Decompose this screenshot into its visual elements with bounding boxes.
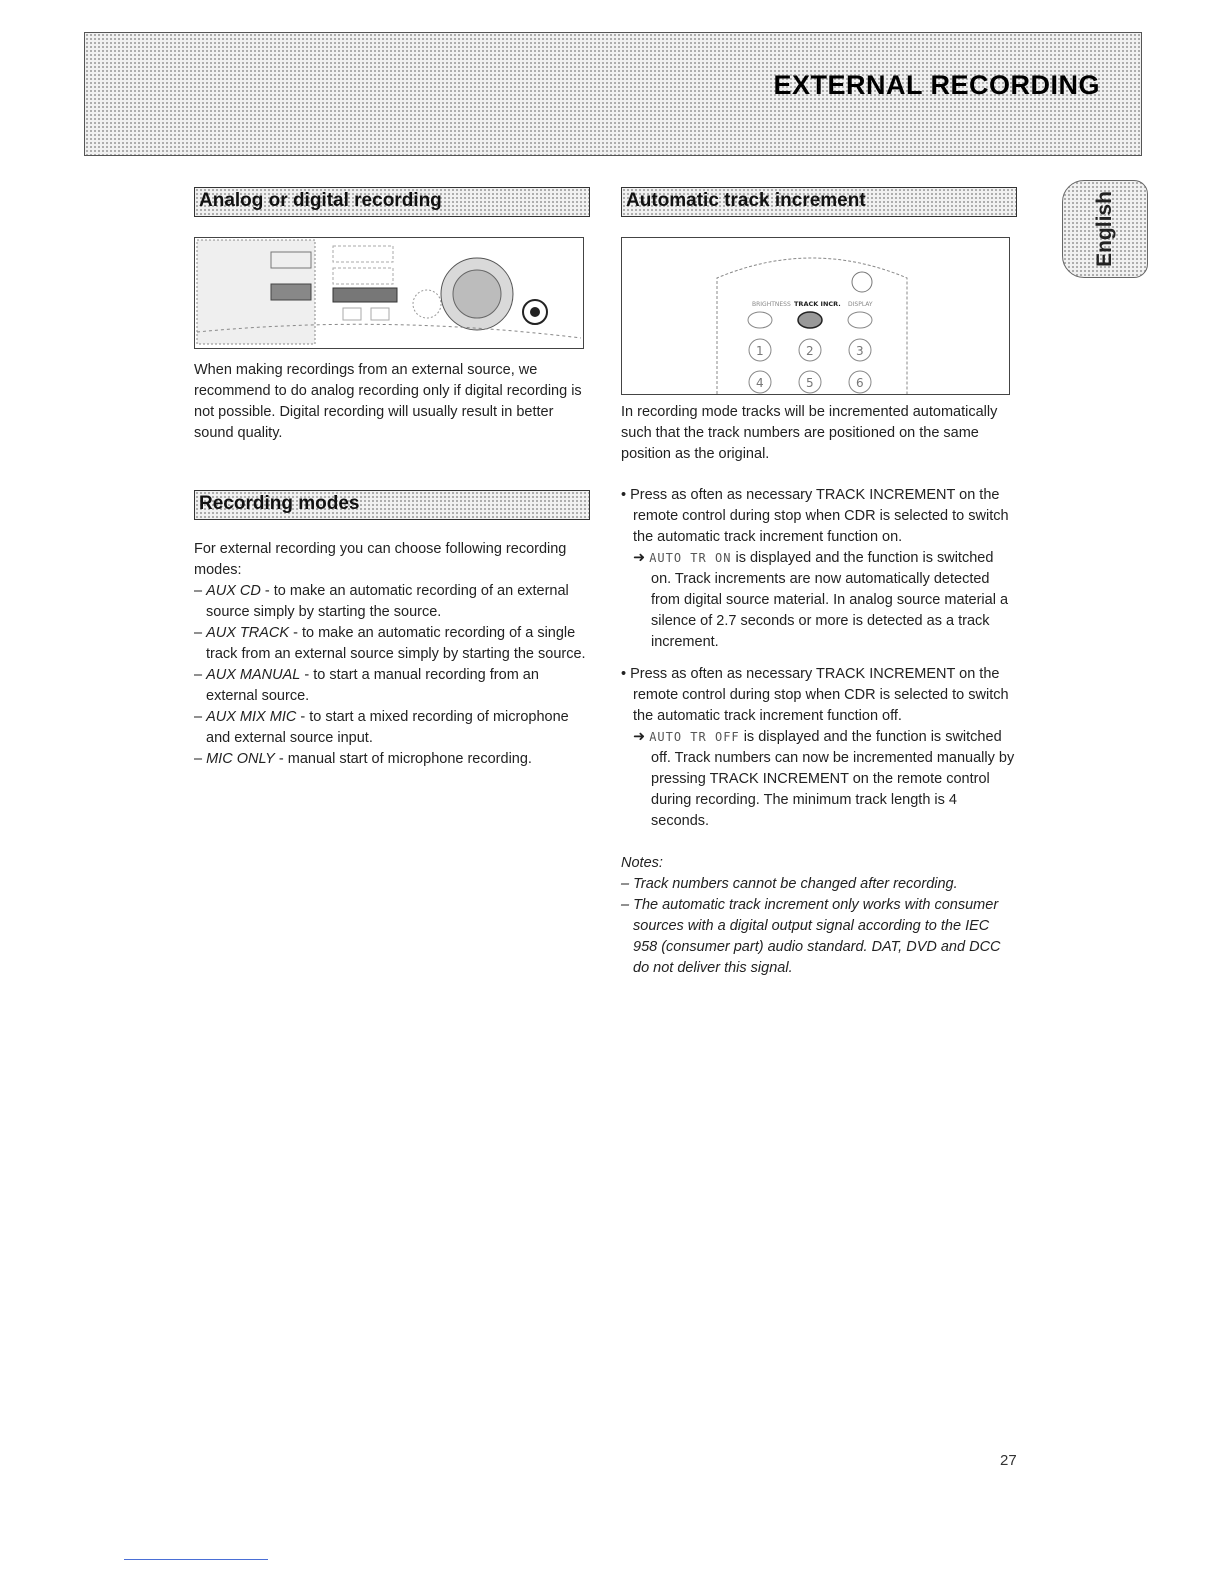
section-heading-modes-text: Recording modes — [199, 493, 360, 514]
mode-desc: - manual start of microphone recording. — [274, 751, 532, 767]
lcd-on-display: AUTO TR ON — [649, 551, 732, 565]
page-number: 27 — [1000, 1452, 1017, 1469]
note-text: Track numbers cannot be changed after recording. — [633, 876, 958, 892]
page-title: EXTERNAL RECORDING — [773, 70, 1100, 100]
mode-desc: - to start a mixed recording of microphone and external source input. — [206, 709, 569, 746]
mode-desc: - to start a manual recording from an external source. — [206, 667, 539, 704]
note-item: – The automatic track increment only works with consumer sources with a digital output signal according to the IEC 958 (consumer part) audio standard. DAT, DVD and DCC do not deliver this signal. — [621, 897, 1001, 976]
aux-button-icon — [271, 284, 311, 300]
recorder-panel-illustration — [194, 237, 584, 349]
svg-text:1: 1 — [756, 344, 764, 358]
mode-desc: - to make an automatic recording of an external source simply by starting the source. — [206, 583, 569, 620]
footer-line — [124, 1559, 268, 1560]
mode-name: AUX MIX MIC — [206, 709, 297, 725]
analog-paragraph: When making recordings from an external source, we recommend to do analog recording only if digital recording is not possible. Digital recording will usually result in better sound quality. — [194, 362, 582, 441]
track-increment-button-icon — [798, 312, 822, 328]
result-off — [621, 727, 1017, 832]
mode-item: – AUX CD - to make an automatic recording of an external source simply by starting the source. — [194, 583, 569, 620]
rec-type-button-icon — [333, 288, 397, 302]
svg-text:3: 3 — [856, 344, 864, 358]
mode-name: AUX MANUAL — [206, 667, 301, 683]
mode-name: AUX TRACK — [206, 625, 290, 641]
mode-item: – AUX MIX MIC - to start a mixed recording of microphone and external source input. — [194, 709, 569, 746]
svg-text:4: 4 — [756, 376, 764, 390]
recorder-panel-drawing — [195, 238, 583, 348]
arrow-icon: ➜ — [633, 550, 646, 566]
modes-intro: For external recording you can choose following recording modes: — [194, 541, 567, 578]
language-tab — [1062, 180, 1148, 278]
remote-control-illustration — [621, 237, 1010, 395]
remote-control-drawing — [622, 238, 1009, 394]
section-heading-modes — [194, 490, 590, 520]
result-on-text: is displayed and the function is switched on. Track increments are now automatically detected from digital source material. In analog source material a silence of 2.7 seconds or more is detected as a track increment. — [651, 550, 1009, 650]
mode-name: AUX CD — [206, 583, 261, 599]
mode-item: – AUX MANUAL - to start a manual recording from an external source. — [194, 667, 539, 704]
auto-increment-steps — [621, 485, 1017, 832]
section-heading-auto-increment — [621, 187, 1017, 217]
svg-text:6: 6 — [856, 376, 864, 390]
arrow-icon: ➜ — [633, 729, 646, 745]
track-incr-label: TRACK INCR. — [794, 300, 841, 308]
result-on — [621, 548, 1017, 653]
mode-desc: - to make an automatic recording of a single track from an external source simply by starting the source. — [206, 625, 586, 662]
bullet-off: • Press as often as necessary TRACK INCREMENT on the remote control during stop when CDR is selected to switch the automatic track increment function off. — [621, 666, 1009, 724]
mode-name: MIC ONLY — [206, 751, 275, 767]
mode-item: – MIC ONLY - manual start of microphone recording. — [194, 751, 532, 767]
mode-item: – AUX TRACK - to make an automatic recording of a single track from an external source simply by starting the source. — [194, 625, 586, 662]
svg-text:2: 2 — [806, 344, 814, 358]
svg-text:BRIGHTNESS: BRIGHTNESS — [752, 301, 791, 308]
bullet-off-text: Press as often as necessary TRACK INCREMENT on the remote control during stop when CDR is selected to switch the automatic track increment function off. — [630, 666, 1009, 724]
notes — [621, 853, 1017, 979]
result-off-text: is displayed and the function is switched off. Track numbers can now be incremented manually by pressing TRACK INCREMENT on the remote control during recording. The minimum track length is 4 seconds. — [651, 729, 1015, 829]
section-heading-analog — [194, 187, 590, 217]
svg-text:5: 5 — [806, 376, 814, 390]
auto-increment-paragraph: In recording mode tracks will be incremented automatically such that the track numbers are positioned on the same position as the original. — [621, 404, 998, 462]
note-text: The automatic track increment only works with consumer sources with a digital output signal according to the IEC 958 (consumer part) audio standard. DAT, DVD and DCC do not deliver this signal. — [633, 897, 1001, 976]
notes-title: Notes: — [621, 855, 663, 871]
bullet-on: • Press as often as necessary TRACK INCREMENT on the remote control during stop when CDR is selected to switch the automatic track increment function on. — [621, 487, 1009, 545]
svg-text:DISPLAY: DISPLAY — [848, 301, 873, 308]
language-tab-label: English — [1093, 191, 1116, 267]
modes-text — [194, 539, 590, 770]
note-item: – Track numbers cannot be changed after recording. — [621, 876, 958, 892]
section-heading-analog-text: Analog or digital recording — [199, 190, 442, 211]
section-heading-auto-increment-text: Automatic track increment — [626, 190, 866, 211]
lcd-off-display: AUTO TR OFF — [649, 730, 740, 744]
bullet-on-text: Press as often as necessary TRACK INCREMENT on the remote control during stop when CDR is selected to switch the automatic track increment function on. — [630, 487, 1009, 545]
